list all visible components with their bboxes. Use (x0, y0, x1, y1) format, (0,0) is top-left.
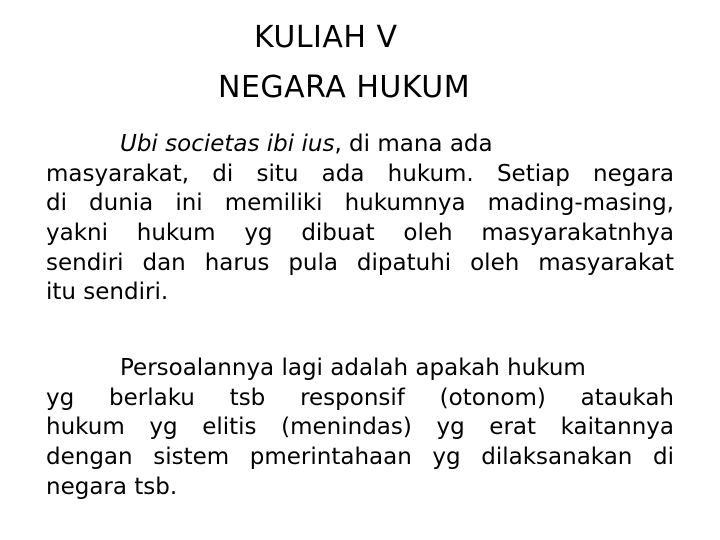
paragraph-1-line-2: masyarakat, di situ ada hukum. Setiap negara (46, 160, 674, 187)
paragraph-2-line-1: Persoalannya lagi adalah apakah hukum (120, 355, 586, 381)
paragraph-2-line-5: negara tsb. (46, 473, 178, 500)
paragraph-1 (46, 130, 674, 308)
paragraph-2 (46, 354, 674, 502)
paragraph-1-line-6: itu sendiri. (46, 279, 169, 306)
title-line-2: NEGARA HUKUM (218, 70, 471, 105)
paragraph-1-line-1-rest: , di mana ada (334, 131, 493, 157)
paragraph-1-line-5: sendiri dan harus pula dipatuhi oleh masyarakat (46, 249, 674, 276)
latin-maxim: Ubi societas ibi ius (120, 131, 335, 157)
paragraph-2-line-2: yg berlaku tsb responsif (otonom) ataukah (46, 384, 674, 411)
paragraph-2-line-4: dengan sistem pmerintahaan yg dilaksanakan di (46, 444, 674, 471)
paragraph-1-line-4: yakni hukum yg dibuat oleh masyarakatnhya (46, 220, 674, 247)
title-line-1: KULIAH V (254, 20, 398, 55)
paragraph-2-line-3: hukum yg elitis (menindas) yg erat kaitannya (46, 414, 674, 441)
paragraph-1-line-3: di dunia ini memiliki hukumnya mading-masing, (46, 190, 674, 217)
paragraph-1-line-1 (46, 130, 674, 160)
